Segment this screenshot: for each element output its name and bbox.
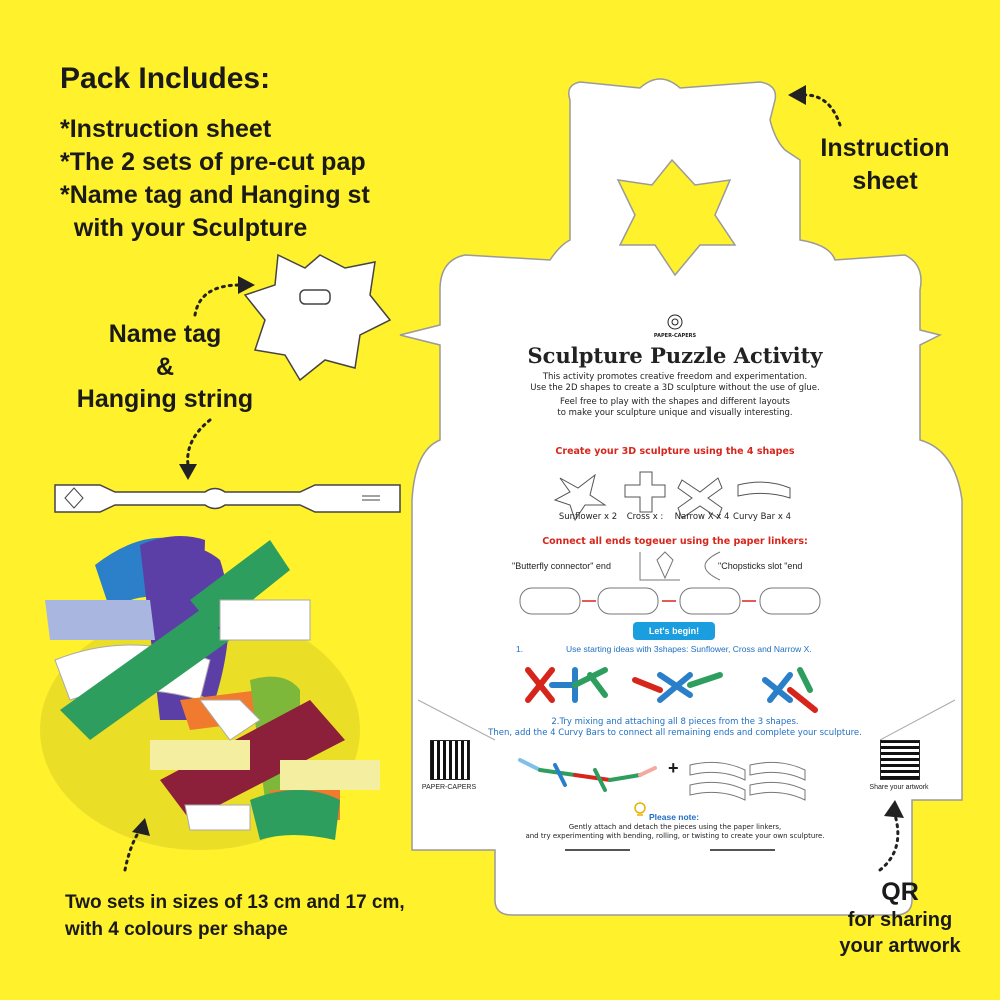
callout-line: Two sets in sizes of 13 cm and 17 cm, [65, 892, 405, 913]
connect-heading: Connect all ends togeuer using the paper linkers: [542, 536, 808, 547]
intro-line-4: to make your sculpture unique and visually interesting. [557, 408, 793, 418]
shape-label-sunflower: Sunflower x 2 [558, 512, 618, 522]
lets-begin-button[interactable]: Let's begin! [633, 622, 715, 640]
callout-line: Instruction [820, 134, 950, 162]
callout-line: for sharing [847, 909, 953, 931]
qr-callout [810, 878, 990, 959]
intro-line-2: Use the 2D shapes to create a 3D sculpture without the use of glue. [530, 383, 820, 393]
intro-line-1: This activity promotes creative freedom and experimentation. [542, 372, 808, 382]
pack-item-name-tag: *Name tag and Hanging st [60, 181, 370, 209]
qr-code-left[interactable] [430, 740, 470, 780]
step-1-text: Use starting ideas with 3shapes: Sunflower, Cross and Narrow X. [566, 644, 812, 654]
callout-line: & [155, 352, 175, 381]
sheet-title: Sculpture Puzzle Activity [527, 343, 823, 368]
callout-line: your artwork [839, 935, 961, 957]
qr-right-label: Share your artwork [869, 784, 929, 791]
sculpture-image [40, 536, 380, 850]
plus-sign: + [668, 758, 679, 778]
instruction-sheet-callout [800, 132, 970, 197]
callout-line: QR [881, 878, 919, 906]
callout-line: sheet [852, 166, 918, 195]
step-1-number: 1. [516, 644, 524, 654]
shape-label-narrow-x: Narrow X x 4 [674, 512, 730, 522]
callout-line: with 4 colours per shape [65, 918, 288, 940]
pack-item-instruction-sheet: *Instruction sheet [60, 115, 272, 143]
shape-label-cross: Cross x : [626, 512, 664, 522]
name-tag-callout [55, 318, 275, 416]
create-heading: Create your 3D sculpture using the 4 shapes [555, 446, 795, 457]
shape-label-curvy-bar: Curvy Bar x 4 [733, 512, 791, 522]
sheet-brand: PAPER-CAPERS [653, 333, 697, 339]
qr-code-right[interactable] [880, 740, 920, 780]
note-line-2: and try experimenting with bending, rolling, or twisting to create your own sculpture. [525, 832, 825, 840]
hanging-string-shape [55, 485, 400, 512]
note-heading: Please note: [649, 812, 700, 822]
pack-item-sculpture: with your Sculpture [60, 214, 308, 242]
chopsticks-label: "Chopsticks slot "end [718, 561, 803, 571]
butterfly-label: "Butterfly connector" end [512, 561, 611, 571]
pack-item-paper-sets: *The 2 sets of pre-cut pap [60, 148, 366, 176]
step-2-text-a: 2.Try mixing and attaching all 8 pieces from the 3 shapes. [551, 717, 799, 727]
note-line-1: Gently attach and detach the pieces using the paper linkers, [568, 823, 782, 831]
qr-left-label: PAPER-CAPERS [421, 784, 477, 791]
intro-line-3: Feel free to play with the shapes and different layouts [560, 397, 790, 407]
pack-includes-title: Pack Includes: [60, 62, 271, 95]
callout-line: Name tag [108, 320, 222, 348]
callout-line: Hanging string [76, 385, 254, 413]
two-sets-callout [65, 890, 485, 943]
step-2-text-b: Then, add the 4 Curvy Bars to connect all remaining ends and complete your sculpture. [488, 728, 862, 738]
